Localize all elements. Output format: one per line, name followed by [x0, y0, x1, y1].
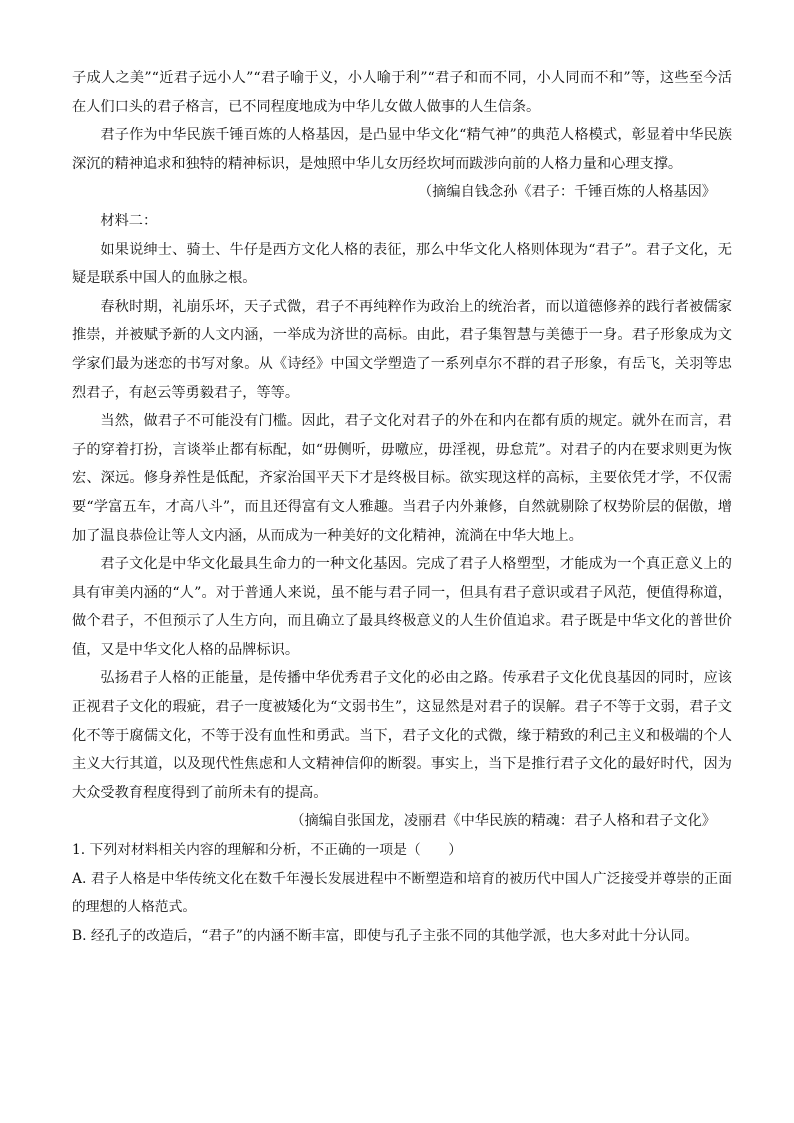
question-1-option-a: A. 君子人格是中华传统文化在数千年漫长发展进程中不断塑造和培育的被历代中国人广泛接受并尊崇的正面的理想的人格范式。 [72, 870, 732, 916]
paragraph-material-2-2: 春秋时期，礼崩乐坏，天子式微，君子不再纯粹作为政治上的统治者，而以道德修养的践行者被儒家推崇，并被赋予新的人文内涵，一举成为济世的高标。由此，君子集智慧与美德于一身。君子形象成为文学家们最为迷恋的书写对象。从《诗经》中国文学塑造了一系列卓尔不群的君子形象，有岳飞，关羽等忠烈君子，有赵云等勇毅君子，等等。 [72, 298, 732, 401]
question-1-stem: 1. 下列对材料相关内容的理解和分析，不正确的一项是（ ） [72, 842, 463, 859]
paragraph-material-2-1: 如果说绅士、骑士、牛仔是西方文化人格的表征，那么中华文化人格则体现为“君子”。君子文化，无疑是联系中国人的血脉之根。 [72, 241, 732, 287]
source-citation-2: （摘编自张国龙，凌丽君《中华民族的精魂：君子人格和君子文化》 [290, 813, 716, 830]
document-page [72, 64, 732, 950]
paragraph-intro-tail: 子成人之美”“近君子远小人”“君子喻于义，小人喻于利”“君子和而不同，小人同而不和”等，这些至今活在人们口头的君子格言，已不同程度地成为中华儿女做人做事的人生信条。 [72, 70, 732, 115]
question-1-option-b: B. 经孔子的改造后，“君子”的内涵不断丰富，即使与孔子主张不同的其他学派，也大多对此十分认同。 [72, 927, 699, 944]
paragraph-material-2-3: 当然，做君子不可能没有门槛。因此，君子文化对君子的外在和内在都有质的规定。就外在而言，君子的穿着打扮，言谈举止都有标配，如“毋侧听，毋噭应，毋淫视，毋怠荒”。对君子的内在要求则更为恢宏、深远。修身养性是低配，齐家治国平天下才是终极目标。欲实现这样的高标，主要依凭才学，不仅需要“学富五车，才高八斗”，而且还得富有文人雅趣。当君子内外兼修，自然就剔除了权势阶层的倨傲，增加了温良恭俭让等人文内涵，从而成为一种美好的文化精神，流淌在中华大地上。 [72, 413, 732, 544]
paragraph-material-2-5: 弘扬君子人格的正能量，是传播中华优秀君子文化的必由之路。传承君子文化优良基因的同时，应该正视君子文化的瑕疵，君子一度被矮化为“文弱书生”，这显然是对君子的误解。君子不等于文弱，君子文化不等于腐儒文化，不等于没有血性和勇武。当下，君子文化的式微，缘于精致的利己主义和极端的个人主义大行其道，以及现代性焦虑和人文精神信仰的断裂。事实上，当下是推行君子文化的最好时代，因为大众受教育程度得到了前所未有的提高。 [72, 670, 732, 801]
material-2-label: 材料二： [100, 212, 158, 229]
paragraph-material-2-4: 君子文化是中华文化最具生命力的一种文化基因。完成了君子人格塑型，才能成为一个真正意义上的具有审美内涵的“人”。对于普通人来说，虽不能与君子同一，但具有君子意识或君子风范，便值得称道，做个君子，不但预示了人生方向，而且确立了最具终极意义的人生价值追求。君子既是中华文化的普世价值，又是中华文化人格的品牌标识。 [72, 556, 732, 658]
paragraph-gene: 君子作为中华民族千锤百炼的人格基因，是凸显中华文化“精气神”的典范人格模式，彰显着中华民族深沉的精神追求和独特的精神标识，是烛照中华儿女历经坎坷而跋涉向前的人格力量和心理支撑。 [72, 127, 732, 172]
source-citation-1: （摘编自钱念孙《君子：千锤百炼的人格基因》 [418, 184, 716, 201]
